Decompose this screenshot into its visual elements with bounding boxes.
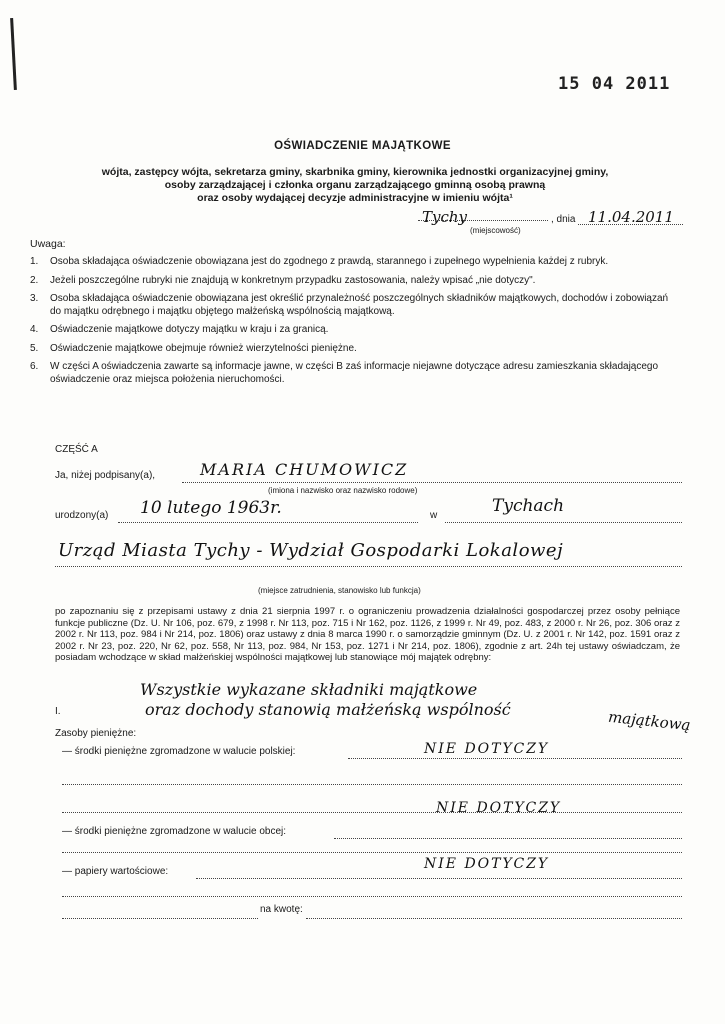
note-item [30,361,680,386]
ja-label: Ja, niżej podpisany(a), [55,470,156,481]
birthdate-dotline [118,522,418,523]
note-text: W części A oświadczenia zawarte są informacje jawne, w części B zaś informacje niejawne dotyczące adresu zamieszkania składającego oświadczenie oraz miejsca położenia nieruchomości. [50,361,659,385]
legal-text: po zapoznaniu się z przepisami ustawy z dnia 21 sierpnia 1997 r. o ograniczeniu prowadzenia działalności gospodarczej przez osoby pełniące funkcje publiczne (Dz. U. Nr 106, poz. 679, z 1998 r. Nr 113, poz. 715 i Nr 162, poz. 1126, z 1999 r. Nr 49, poz. 483, z 2000 r. Nr 26, poz. 306 oraz z 2002 r. Nr 113, poz. 984 i Nr 214, poz. 1806) oraz ustawy z dnia 8 marca 1990 r. o samorządzie gminnym (Dz. U. z 2001 r. Nr 142, poz. 1591 oraz z 2002 r. Nr 23, poz. 220, Nr 62, poz. 558, Nr 113, poz. 984, Nr 153, poz. 1271 i Nr 214, poz. 1806), zgodnie z art. 24h tej ustawy oświadczam, że posiadam wchodzące w skład małżeńskiej wspólności majątkowej lub stanowiące mój majątek odrębny: [55,606,680,663]
birthplace-handwritten: Tychach [492,496,565,516]
zasoby-label: Zasoby pieniężne: [55,728,137,739]
kwota-dotline [62,918,258,919]
note-item [30,324,680,337]
date-dotline [578,224,683,225]
birthplace-dotline [445,522,682,523]
note-text: Osoba składająca oświadczenie obowiązana jest określić przynależność poszczególnych składników majątkowych, dochodów i zobowiązań do majątku odrębnego i majątku objętego małżeńską wspólnością majątkową. [50,293,669,317]
name-caption: (imiona i nazwisko oraz nazwisko rodowe) [268,486,418,495]
section-heading: CZĘŚĆ A [55,444,98,455]
note-item [30,275,680,288]
kwota-value-dotline [306,918,682,919]
kwota-label: na kwotę: [260,904,303,915]
note-text: Oświadczenie majątkowe obejmuje również wierzytelności pieniężne. [50,342,357,354]
w-label: w [430,510,438,521]
uwaga-label: Uwaga: [30,238,66,250]
document-subtitle [50,166,660,205]
document-title: OŚWIADCZENIE MAJĄTKOWE [274,140,451,152]
date-stamp: 15 04 2011 [558,74,671,94]
item-dotline [196,878,682,879]
item-dotline [334,838,682,839]
note-item [30,256,680,269]
note-text: Oświadczenie majątkowe dotyczy majątku w kraju i za granicą. [50,324,329,335]
dnia-label: , dnia [551,214,576,225]
note-number: 4. [30,324,39,335]
place-caption: (miejscowość) [470,226,521,235]
item-value: NIE DOTYCZY [436,800,562,816]
item-label: — środki pieniężne zgromadzone w walucie polskiej: [62,746,296,757]
section-i-label: I. [55,706,61,717]
item-value: NIE DOTYCZY [424,856,550,872]
note-number: 3. [30,293,39,304]
item-label: — papiery wartościowe: [62,866,169,877]
margin-mark [10,18,17,90]
place-dotline [418,220,548,221]
note-text: Jeżeli poszczególne rubryki nie znajdują w konkretnym przypadku zastosowania, należy wpisać „nie dotyczy". [50,274,536,286]
property-handwritten-3: majątkową [607,707,692,735]
workplace-handwritten: Urząd Miasta Tychy - Wydział Gospodarki Lokalowej [58,540,564,561]
birthdate-handwritten: 10 lutego 1963r. [140,498,282,518]
note-number: 6. [30,361,39,372]
item-dotline [348,758,682,759]
property-handwritten-1: Wszystkie wykazane składniki majątkowe [140,680,478,699]
blank-dotline [62,812,682,813]
note-item [30,293,680,318]
note-number: 2. [30,274,39,286]
workplace-caption: (miejsce zatrudnienia, stanowisko lub funkcja) [258,586,421,595]
note-number: 5. [30,342,39,354]
subtitle-line: oraz osoby wydającej decyzje administracyjne w imieniu wójta¹ [197,192,513,204]
property-handwritten-2: oraz dochody stanowią małżeńską wspólność [145,700,511,719]
subtitle-line: wójta, zastępcy wójta, sekretarza gminy, skarbnika gminy, kierownika jednostki organizacyjnej gminy, [101,166,609,178]
note-number: 1. [30,256,39,267]
urodzony-label: urodzony(a) [55,510,109,521]
workplace-dotline [55,566,682,567]
item-label: — środki pieniężne zgromadzone w walucie obcej: [62,826,287,837]
item-value: NIE DOTYCZY [424,741,550,757]
note-text: Osoba składająca oświadczenie obowiązana jest do zgodnego z prawdą, starannego i zupełnego wypełnienia każdej z rubryk. [50,256,609,267]
subtitle-line: osoby zarządzającej i członka organu zarządzającego gminną osobą prawną [164,179,546,191]
name-handwritten: MARIA CHUMOWICZ [200,460,409,479]
place-handwritten: Tychy [422,208,468,226]
date-handwritten: 11.04.2011 [588,208,674,226]
blank-dotline [62,852,682,853]
blank-dotline [62,784,682,785]
note-item [30,343,680,356]
notes-list [30,256,680,392]
blank-dotline [62,896,682,897]
name-dotline [182,482,682,483]
